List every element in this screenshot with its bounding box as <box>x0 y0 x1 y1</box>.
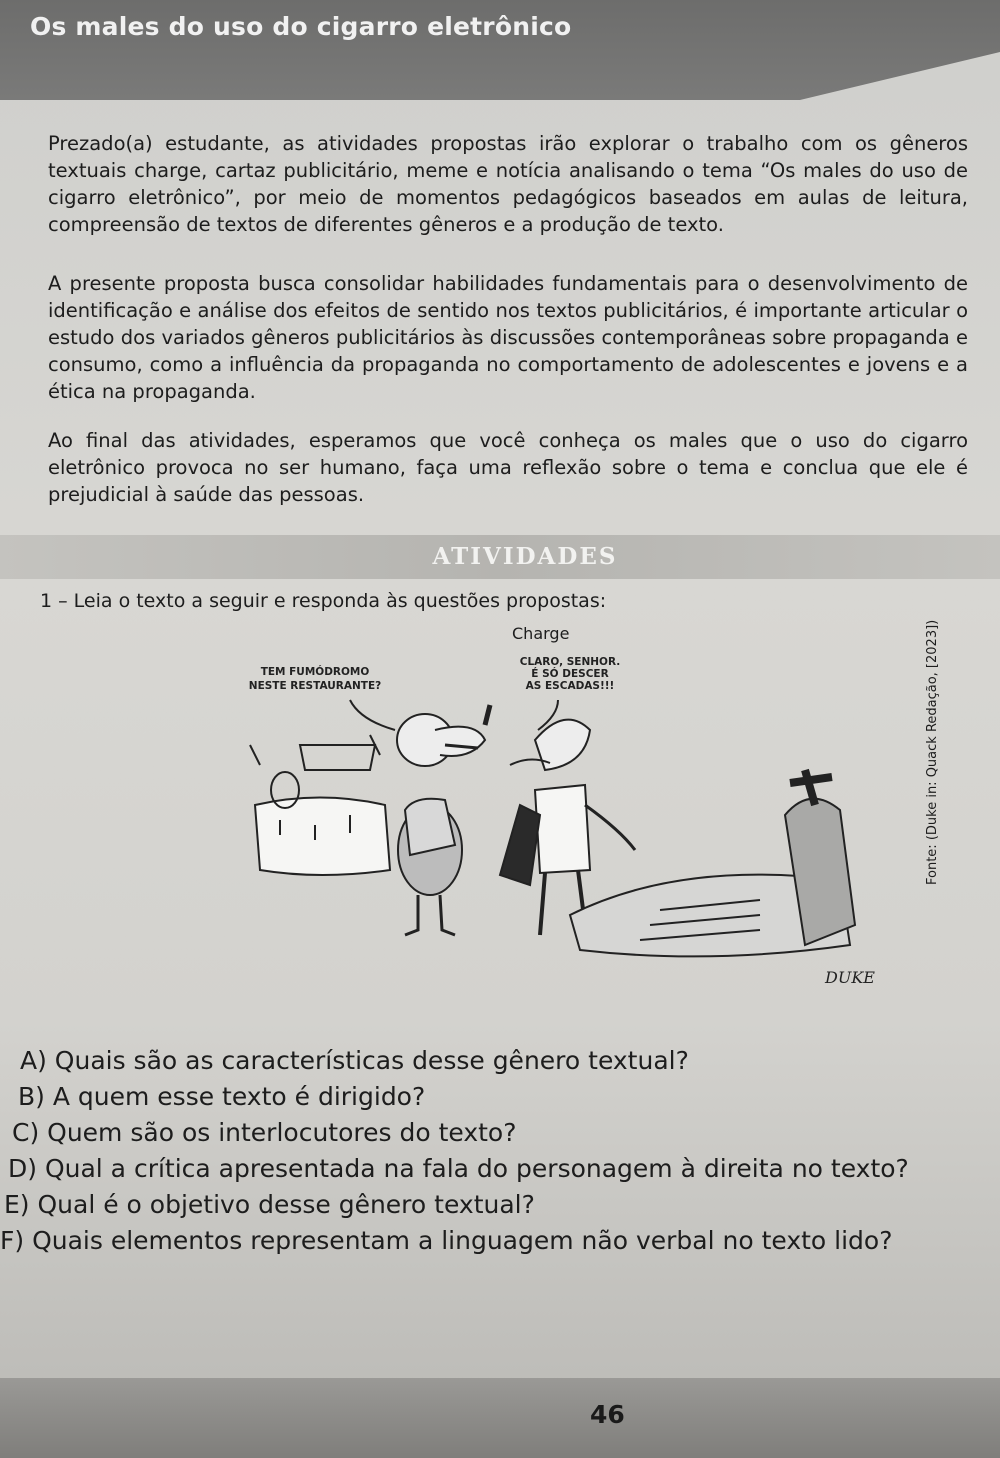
question-c: C) Quem são os interlocutores do texto? <box>12 1118 517 1147</box>
restaurant-table <box>250 735 390 875</box>
figure-source: Fonte: (Duke in: Quack Redação, [2023]) <box>925 619 940 885</box>
footer-band <box>0 1378 1000 1458</box>
intro-paragraph-2: A presente proposta busca consolidar habilidades fundamentais para o desenvolvimento de identificação e análise dos efeitos de sentido nos textos publicitários, é importante articular o estudo dos variados gêneros publicitários às discussões contemporâneas sobre propaganda e consumo, como a influência da propaganda no comportamento de adolescentes e jovens e a ética na propaganda. <box>48 272 968 403</box>
bubble-right-line-3: AS ESCADAS!!! <box>525 680 615 692</box>
question-d: D) Qual a crítica apresentada na fala do personagem à direita no texto? <box>8 1154 909 1183</box>
intro-paragraph-1: Prezado(a) estudante, as atividades propostas irão explorar o trabalho com os gêneros textuais charge, cartaz publicitário, meme e notícia analisando o tema “Os males do uso de cigarro eletrônico”, por meio de momentos pedagógicos baseados em aulas de leitura, compreensão de textos de diferentes gêneros e a produção de texto. <box>48 132 968 236</box>
question-a: A) Quais são as características desse gênero textual? <box>20 1046 689 1075</box>
bubble-right-line-2: É SÓ DESCER <box>531 668 609 680</box>
section-title: ATIVIDADES <box>432 543 618 570</box>
customer-character <box>397 705 490 935</box>
bubble-right-line-1: CLARO, SENHOR. <box>519 656 621 668</box>
cartoon-signature: DUKE <box>825 968 875 987</box>
question-b: B) A quem esse texto é dirigido? <box>18 1082 426 1111</box>
intro-paragraph-3: Ao final das atividades, esperamos que você conheça os males que o uso do cigarro eletrônico provoca no ser humano, faça uma reflexão sobre o tema e conclua que ele é prejudicial à saúde das pessoas. <box>48 429 968 506</box>
question-1-prompt: 1 – Leia o texto a seguir e responda às questões propostas: <box>40 590 607 612</box>
cartoon-illustration <box>240 645 880 995</box>
bubble-left-line-1: TEM FUMÓDROMO <box>260 666 370 678</box>
page-number: 46 <box>590 1400 625 1429</box>
page-title: Os males do uso do cigarro eletrônico <box>30 12 572 41</box>
question-f: F) Quais elementos representam a linguagem não verbal no texto lido? <box>0 1226 893 1255</box>
bubble-left-line-2: NESTE RESTAURANTE? <box>248 680 382 692</box>
question-list <box>0 1043 909 1259</box>
question-e: E) Qual é o objetivo desse gênero textual? <box>4 1190 535 1219</box>
figure-label: Charge <box>512 624 570 643</box>
